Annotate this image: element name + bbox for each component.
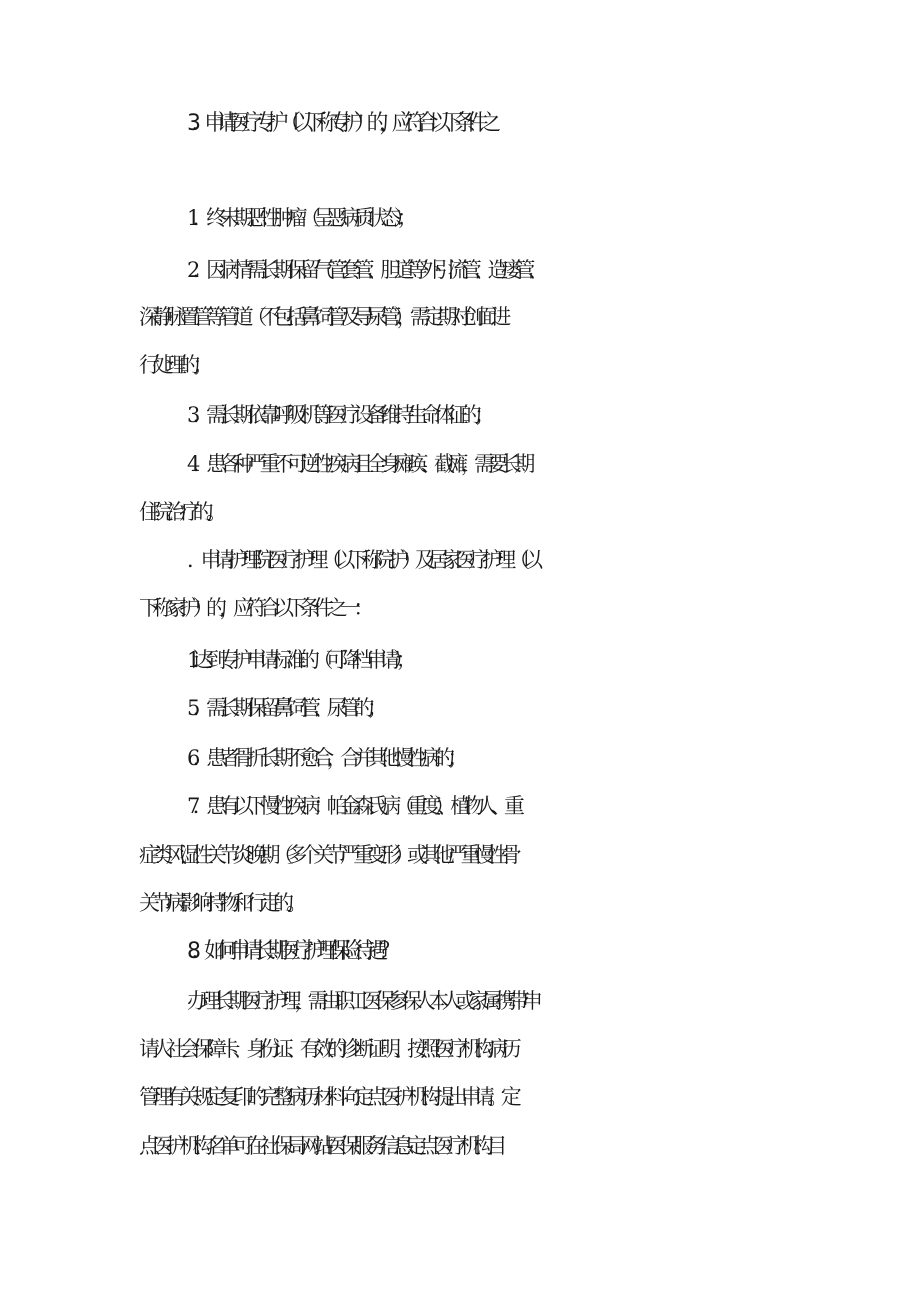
application-paragraph-line-1: 办理长期医疗护理，需由职工医保参保人本人或家属携带申 xyxy=(187,989,536,1013)
nursing-item-7-line-3: 关节病影响持物和行走的。 xyxy=(139,891,300,915)
nursing-item-7-line-1: 7．患有以下慢性疾病：帕金森氏病（重度）、植物人、重 xyxy=(187,794,518,818)
application-paragraph-line-2: 请人社会保障卡、身份证、有效的诊断证明、按照医疗机构病历 xyxy=(139,1037,515,1061)
nursing-paragraph-line-2: 下称家护）的，应符合以下条件之一： xyxy=(139,596,367,620)
nursing-item-6: 6．患者骨折长期不愈合，合并其他慢性病的； xyxy=(187,746,461,770)
condition-item-1: 1．终末期恶性肿瘤（呈恶病质状态）； xyxy=(187,206,411,230)
condition-item-2-line-1: 2．因病情需长期保留气管套管、胆道等外引流管、造瘘管、 xyxy=(187,258,542,282)
condition-item-2-line-2: 深静脉置管等管道（不包括鼻饲管及导尿管），需定期对创面进 xyxy=(139,305,504,329)
nursing-item-1: 1.达到专护申请标准的（可降档申请）； xyxy=(187,648,410,672)
nursing-item-5: 5．需长期保留鼻饲管、尿管的； xyxy=(187,696,381,720)
condition-item-4-line-2: 住院治疗的。 xyxy=(139,500,220,524)
condition-item-2-line-3: 行处理的； xyxy=(139,353,206,377)
application-paragraph-line-3: 管理有关规定复印的完整病历材料向定点医护机构提出申请。定 xyxy=(139,1085,515,1109)
application-paragraph-line-4: 点医护机构名单可在社保局网站-医保服务信息-定点医疗机构目 xyxy=(139,1134,500,1158)
section-heading-3: 3．申请医疗专护（以下称专护）的，应符合以下条件之 xyxy=(187,111,492,136)
condition-item-3: 3．需长期依靠呼吸机等医疗设备维持生命体征的； xyxy=(187,403,488,427)
condition-item-4-line-1: 4．患各种严重不可逆性疾病且全身瘫痪、截瘫，需要长期 xyxy=(187,452,528,476)
nursing-item-7-line-2: 症类风湿性关节炎晚期（多个关节严重变形）或其他严重慢性骨 xyxy=(139,843,515,867)
section-heading-8: 8．如何申请长期医疗护理保险待遇？ xyxy=(187,939,392,964)
nursing-paragraph-line-1: ．申请护理院医疗护理（以下称院护）及居家医疗护理（以 xyxy=(187,548,536,572)
